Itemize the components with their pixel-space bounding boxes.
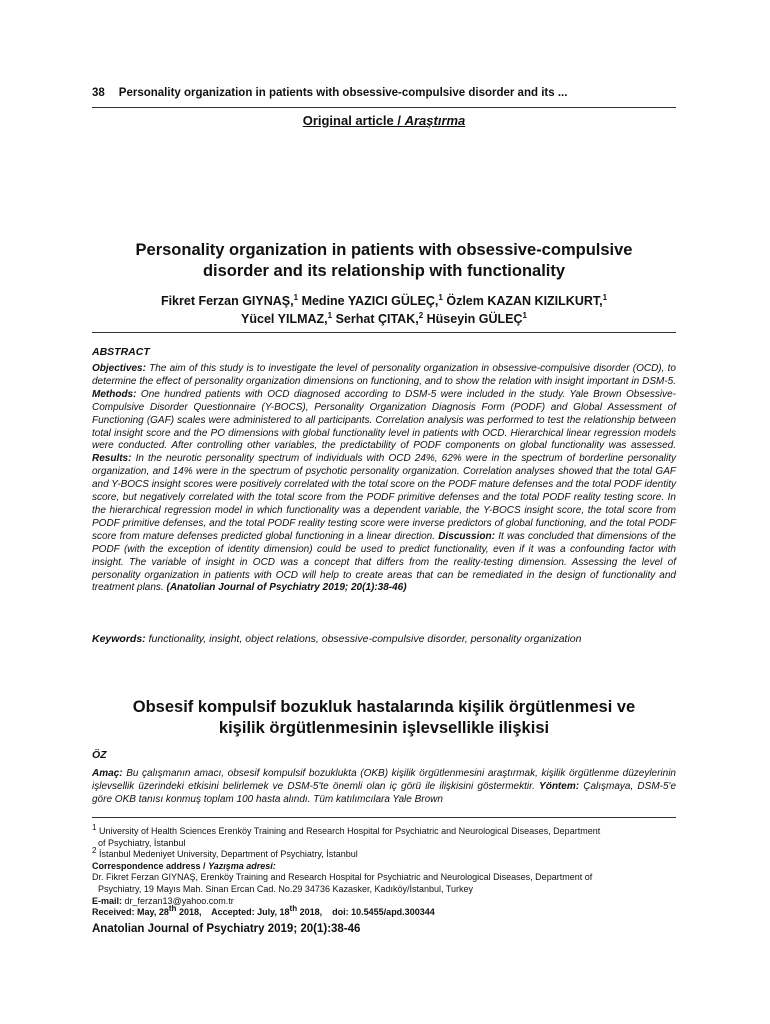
- footnote-rule: [92, 817, 676, 818]
- received-year: 2018,: [178, 907, 202, 918]
- discussion-text: It was concluded that dimensions of the PODF (with the exception of identity dimension) could be used to predict functionality, even if it was a confounding factor with insight. The variable of insight in OCD was a concept that differs from the reality-testing dimension. Assessing the level of personality organization in patients with OCD will help to create areas that can be remediated in the design of functionality and treatment plans.: [92, 530, 676, 594]
- amac-label: Amaç:: [92, 768, 123, 779]
- author-name: Hüseyin GÜLEÇ: [426, 312, 523, 326]
- author-name: Özlem KAZAN KIZILKURT,: [446, 294, 603, 308]
- footnote-2-text: İstanbul Medeniyet University, Department of Psychiatry, İstanbul: [98, 849, 358, 860]
- oz-body: [92, 768, 676, 807]
- received-sup: th: [168, 904, 177, 914]
- discussion-label: Discussion:: [438, 530, 495, 542]
- objectives-label: Objectives:: [92, 363, 146, 374]
- footnote-marker: 2: [92, 846, 97, 856]
- email-address[interactable]: dr_ferzan13@yahoo.com.tr: [124, 895, 234, 906]
- results-text: In the neurotic personality spectrum of individuals with OCD 24%, 62% were in the spectrum of borderline personality organization, and 14% were in the spectrum of psychotic personality organization. Correlation analyses showed that the total GAF and Y-BOCS insight scores were positively correlated with the total score on the PODF mature defenses and the total PODF identity score, but negatively correlated with the total score from the PODF primitive defenses and the total PODF reality testing score. In the hierarchical regression model in which functionality was a dependent variable, the Y-BOCS insight score, the total score from PODF primitive defenses, and the total PODF reality testing score were inverse predictors of global functioning, and the total PODF score from mature defenses predicted global functioning in a linear direction.: [92, 453, 676, 542]
- yontem-text: Çalışmaya, DSM-5'e göre OKB tanısı konmuş toplam 100 hasta alındı. Tüm katılımcılara Yale Brown: [92, 780, 677, 805]
- article-title: [92, 240, 676, 282]
- affiliation-marker: 1: [438, 292, 443, 302]
- email-line: [92, 896, 676, 908]
- address-line2: Psychiatry, 19 Mayıs Mah. Sinan Ercan Cad. No.29 34736 Kazasker, Kadıköy/İstanbul, Turkey: [98, 883, 474, 894]
- turkish-title: [92, 697, 676, 739]
- amac-text: Bu çalışmanın amacı, obsesif kompulsif bozuklukta (OKB) kişilik örgütlenmesini araştırmak, kişilik örgütlenme düzeylerinin işlevsellik üzerindeki etkisini belirlemek ve DSM-5'te önemli olan iç görü ile ilişkisini göstermektir.: [92, 768, 676, 792]
- abstract-heading: ABSTRACT: [92, 346, 150, 358]
- affiliation-marker: 1: [602, 292, 608, 302]
- turkish-title-line1: Obsesif kompulsif bozukluk hastalarında kişilik örgütlenmesi ve: [132, 698, 636, 716]
- accepted-label: Accepted: July, 18: [211, 907, 290, 918]
- article-type-turkish: Araştırma: [404, 113, 466, 128]
- affiliation-marker: 1: [522, 310, 527, 320]
- author-name: Fikret Ferzan GIYNAŞ,: [160, 294, 294, 308]
- doi: doi: 10.5455/apd.300344: [332, 907, 435, 918]
- author-name: Serhat ÇITAK,: [335, 312, 419, 326]
- page-number: 38: [92, 87, 105, 99]
- accepted-year: 2018,: [299, 907, 323, 918]
- affiliation-marker: 1: [327, 310, 333, 320]
- correspondence-label: Correspondence address /: [92, 860, 206, 871]
- authors-rule: [92, 332, 676, 333]
- author-list: [92, 292, 676, 328]
- citation: (Anatolian Journal of Psychiatry 2019; 20(1):38-46): [166, 582, 407, 594]
- affiliation-marker: 2: [418, 310, 424, 320]
- accepted-sup: th: [289, 904, 298, 914]
- keywords-text: functionality, insight, object relations, obsessive-compulsive disorder, personality organization: [148, 633, 582, 645]
- oz-heading: ÖZ: [92, 749, 107, 761]
- objectives-text: The aim of this study is to investigate the level of personality organization in obsessive-compulsive disorder (OCD), to determine the effect of personality organization dimensions on functioning, and to show the relation with insight important in DSM-5.: [92, 363, 676, 387]
- keywords: [92, 633, 676, 646]
- correspondence-heading: [92, 861, 676, 873]
- author-name: Yücel YILMAZ,: [241, 312, 328, 326]
- results-label: Results:: [92, 453, 132, 465]
- footnote-1-line2: of Psychiatry, İstanbul: [98, 837, 186, 848]
- footnote-1: [92, 823, 676, 838]
- article-title-line2: disorder and its relationship with functionality: [202, 262, 566, 280]
- footnote-marker: 1: [92, 823, 97, 832]
- footnote-2: [92, 846, 676, 861]
- affiliation-marker: 1: [293, 292, 299, 302]
- author-name: Medine YAZICI GÜLEÇ,: [301, 294, 439, 308]
- footnote-1-line1: University of Health Sciences Erenköy Training and Research Hospital for Psychiatric and Neurological Diseases, Department: [98, 826, 601, 836]
- keywords-label: Keywords:: [92, 633, 146, 645]
- dates-line: [92, 904, 676, 919]
- running-head: [92, 87, 682, 99]
- methods-text: One hundred patients with OCD diagnosed according to DSM-5 were included in the study. Yale Brown Obsessive-Compulsive Disorder Questionnaire (Y-BOCS), Personality Organization Diagnosis Form (PODF) and Global Assessment of Functioning (GAF) scales were administered to all participants. Correlation analysis was performed to test the relationship between total insight score and the PO dimensions with global functionality level in patients with OCD. Hierarchical linear regression models were conducted. After controlling other variables, the predictability of PODF components on global functionality was assessed.: [92, 388, 676, 452]
- article-type: [92, 113, 676, 128]
- turkish-title-line2: kişilik örgütlenmesinin işlevsellikle ilişkisi: [218, 719, 550, 737]
- abstract-body: [92, 363, 676, 595]
- author-line2: [92, 310, 676, 328]
- journal-footer: Anatolian Journal of Psychiatry 2019; 20(1):38-46: [92, 923, 361, 935]
- email-label: E-mail:: [92, 895, 123, 906]
- author-line1: [92, 292, 676, 310]
- header-rule: [92, 107, 676, 108]
- footnotes: [92, 823, 676, 919]
- article-type-english: Original article /: [302, 113, 401, 128]
- running-head-title: Personality organization in patients with obsessive-compulsive disorder and its ...: [118, 87, 568, 99]
- yontem-label: Yöntem:: [539, 780, 580, 792]
- methods-label: Methods:: [92, 388, 137, 400]
- article-title-line1: Personality organization in patients with obsessive-compulsive: [135, 241, 633, 259]
- correspondence-label-tr: Yazışma adresi:: [208, 860, 276, 871]
- received-label: Received: May, 28: [92, 907, 169, 918]
- address-line1: Dr. Fikret Ferzan GIYNAŞ, Erenköy Training and Research Hospital for Psychiatric and Neurological Diseases, Department of: [92, 872, 593, 883]
